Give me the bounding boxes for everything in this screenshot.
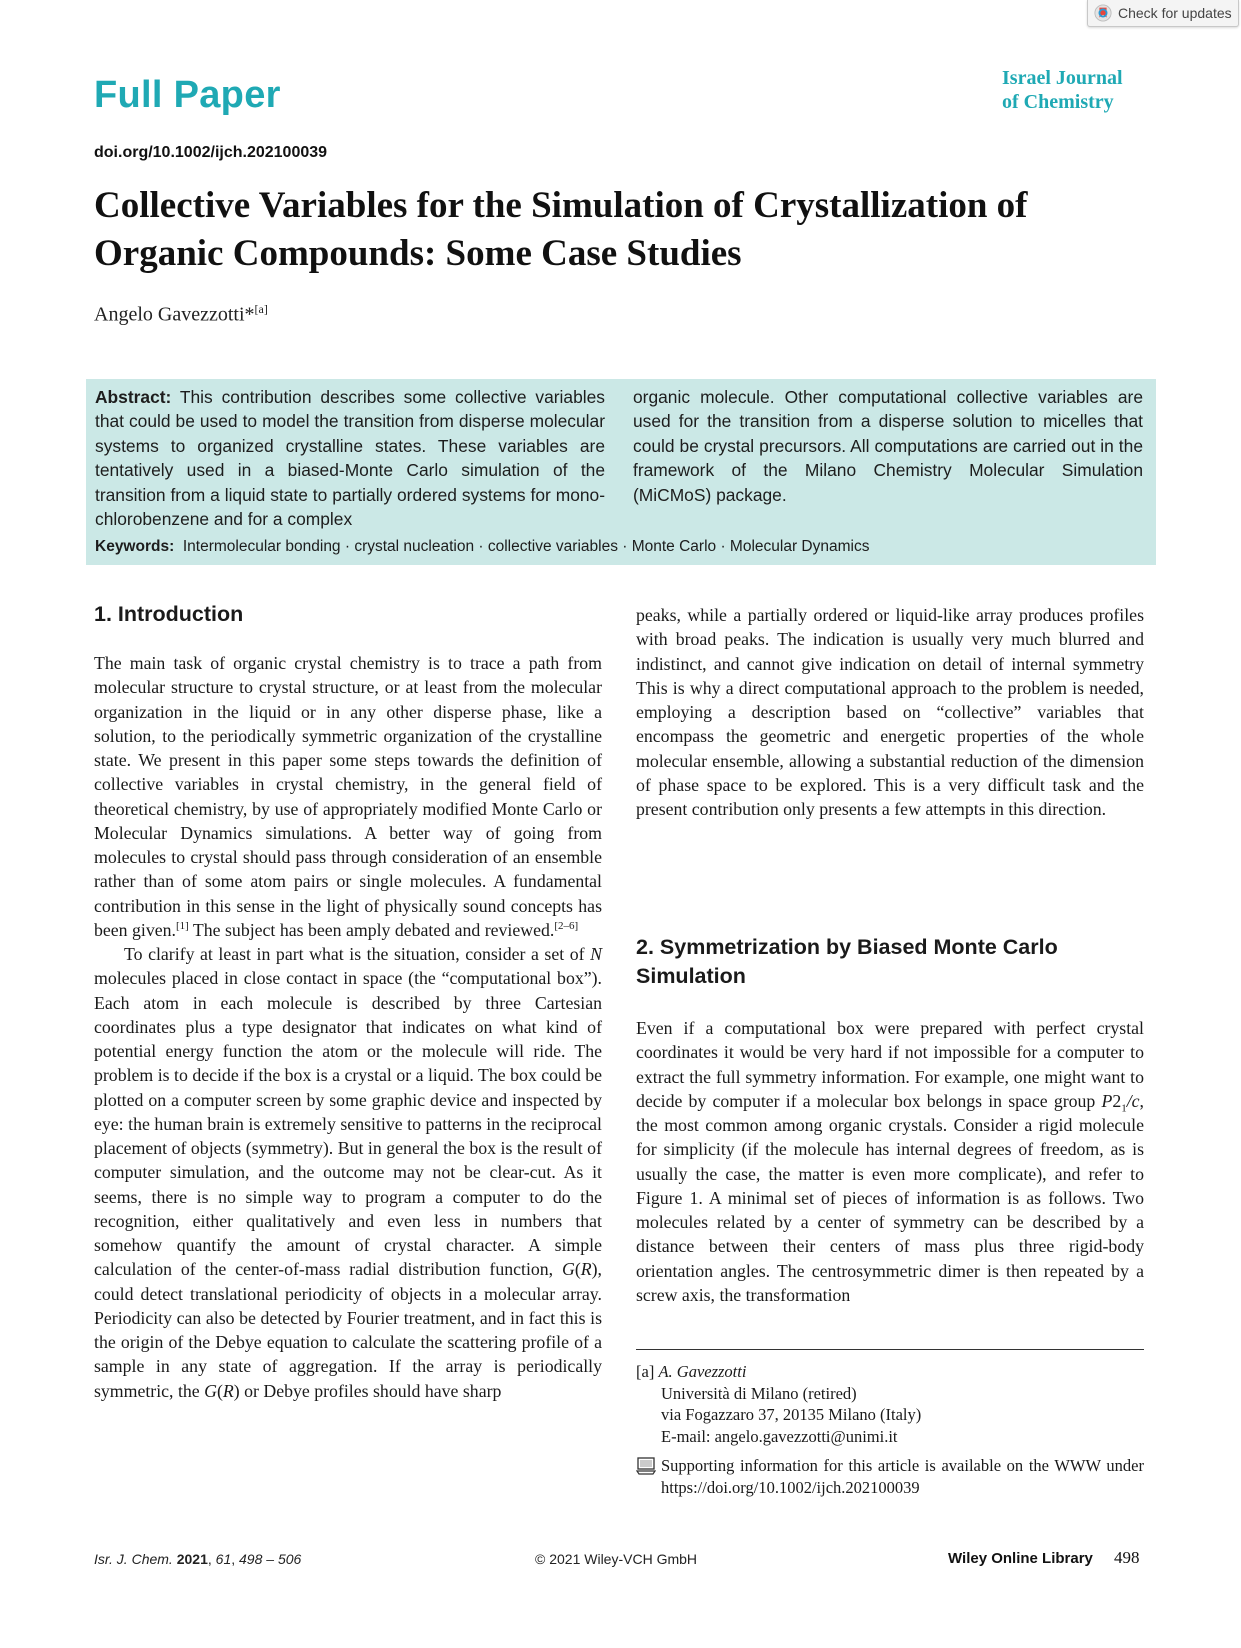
footnote-institution: Università di Milano (retired) <box>661 1383 857 1403</box>
footer-journal: Isr. J. Chem. <box>94 1551 173 1567</box>
body-left-column <box>94 651 602 1403</box>
footer-volume: 61 <box>215 1551 232 1567</box>
body-right-column-top <box>636 603 1144 821</box>
symbol-N: N <box>590 944 602 964</box>
sec2-text-a: Even if a computational box were prepared with perfect crystal coordinates it would be very hard if not impossible for a computer to extract the full symmetry information. For example, one might want to decide by computer if a molecular box belongs in space group <box>636 1018 1144 1111</box>
footer-year: 2021 <box>176 1551 208 1567</box>
affiliation-footnote <box>636 1361 1144 1447</box>
title-line-2: Organic Compounds: Some Case Studies <box>94 233 742 274</box>
keywords-label: Keywords: <box>95 538 175 555</box>
check-for-updates-label: Check for updates <box>1118 5 1232 21</box>
keywords-list: Intermolecular bonding · crystal nucleation · collective variables · Monte Carlo · Molecular Dynamics <box>182 538 870 555</box>
symbol-R-2: R <box>222 1380 234 1401</box>
author-affiliation-mark: [a] <box>254 302 268 316</box>
citation-2-6[interactable]: [2–6] <box>554 919 579 932</box>
footer-citation: Isr. J. Chem. 2021, 61, 498 – 506 <box>94 1551 302 1567</box>
author-line <box>94 302 268 327</box>
abstract-box <box>86 379 1156 565</box>
footer-wiley-online-library[interactable]: Wiley Online Library <box>948 1550 1093 1567</box>
footnote-divider <box>636 1349 1144 1350</box>
abstract-text-left: This contribution describes some collective variables that could be used to model the transition from disperse molecular systems to organized crystalline states. These variables are tentatively used in a biased-Monte Carlo simulation of the transition from a liquid state to partially ordered systems for mono-chlorobenzene and for a complex <box>95 387 605 530</box>
intro-p2-text-b: molecules placed in close contact in space (the “computational box”). Each atom in each molecule is described by three Cartesian coordinates plus a type designator that indicates on what kind of potential energy function the atom or the molecule will ride. The problem is to decide if the box is a crystal or a liquid. The box could be plotted on a computer screen by some graphic device and inspected by eye: the human brain is extremely sensitive to patterns in the reciprocal placement of objects (symmetry). But in general the box is the result of computer simulation, and the outcome may not be clear-cut. As it seems, there is no simple way to program a computer to do the recognition, either qualitatively and even less in numbers that somehow quantify the amount of crystal character. A simple calculation of the center-of-mass radial distribution function, <box>94 968 602 1280</box>
page-number: 498 <box>1114 1548 1140 1567</box>
space-group-c: /c <box>1126 1090 1140 1111</box>
footnote-author: A. Gavezzotti <box>658 1362 747 1381</box>
footnote-first-line <box>636 1361 1144 1383</box>
intro-paragraph-3: peaks, while a partially ordered or liquid-like array produces profiles with broad peaks. The indication is usually very much blurred and indistinct, and cannot give indication on detail of internal symmetry This is why a direct computational approach to the problem is needed, employing a description based on “collective” variables that encompass the geometric and energetic properties of the whole molecular ensemble, allowing a substantial reduction of the dimension of phase space to be explored. This is a very difficult task and the present contribution only presents a few attempts in this direction. <box>636 605 1144 819</box>
crossmark-icon <box>1094 4 1112 22</box>
section-heading-introduction: 1. Introduction <box>94 602 244 626</box>
footnote-mark: [a] <box>636 1362 655 1381</box>
check-for-updates-button[interactable] <box>1087 0 1239 27</box>
space-group-subscript: 1 <box>1121 1102 1127 1115</box>
symbol-R: R <box>580 1259 592 1280</box>
computer-icon <box>636 1457 656 1475</box>
footnote-email[interactable]: E-mail: angelo.gavezzotti@unimi.it <box>661 1426 898 1446</box>
intro-p1-text-b: The subject has been amply debated and reviewed. <box>188 919 555 940</box>
section-heading-symmetrization: 2. Symmetrization by Biased Monte Carlo Simulation <box>636 935 1058 988</box>
supporting-info-text[interactable]: Supporting information for this article is available on the WWW under https://doi.org/10.1002/ijch.202100039 <box>661 1456 1144 1497</box>
supporting-information-note <box>636 1455 1144 1498</box>
symbol-G-2: G <box>204 1380 217 1401</box>
intro-paragraph-2: To clarify at least in part what is the situation, consider a set of N molecules placed in close contact in space (the “computational box”). Each atom in each molecule is described by three Cartesian coordinates plus a type designator that indicates on what kind of potential energy function the atom or the molecule will ride. The problem is to decide if the box is a crystal or a liquid. The box could be plotted on a computer screen by some graphic device and inspected by eye: the human brain is extremely sensitive to patterns in the reciprocal placement of objects (symmetry). But in general the box is the result of computer simulation, and the outcome may not be clear-cut. As it seems, there is no simple way to program a computer to do the recognition, either qualitatively and even less in numbers that somehow quantify the amount of crystal character. A simple calculation of the center-of-mass radial distribution function, G(R), could detect translational periodicity of objects in a molecular array. Periodicity can also be detected by Fourier treatment, and in fact this is the origin of the Debye equation to calculate the scattering profile of a sample in any state of aggregation. If the array is periodically symmetric, the G(R) or Debye profiles should have sharp <box>94 944 602 1401</box>
intro-p1-text: The main task of organic crystal chemistry is to trace a path from molecular structure to crystal structure, or at least from the molecular organization in the liquid or in any other disperse phase, like a solution, to the periodically symmetric organization of the crystalline state. We present in this paper some steps towards the definition of collective variables in crystal chemistry, in the general field of theoretical chemistry, by use of appropriately modified Monte Carlo or Molecular Dynamics simulations. A better way of going from molecules to crystal should pass through consideration of an ensemble rather than of some atom pairs or single molecules. A fundamental contribution in this sense in the light of physically sound concepts has been given. <box>94 653 602 940</box>
footnote-address: via Fogazzaro 37, 20135 Milano (Italy) <box>661 1405 922 1424</box>
journal-name-line1: Israel Journal <box>1002 67 1123 89</box>
journal-logo[interactable] <box>1002 66 1152 114</box>
footer-copyright: © 2021 Wiley-VCH GmbH <box>535 1551 698 1567</box>
abstract-left-column <box>95 385 605 531</box>
intro-p2-text-d: or Debye profiles should have sharp <box>239 1380 502 1401</box>
abstract-right-column: organic molecule. Other computational collective variables are used for the transition from a disperse solution to micelles that could be crystal precursors. All computations are carried out in the framework of the Milano Chemistry Molecular Simulation (MiCMoS) package. <box>633 387 1143 505</box>
author-name: Angelo Gavezzotti* <box>94 303 255 326</box>
symbol-G: G <box>561 1259 575 1280</box>
section2-paragraph-1 <box>636 1016 1144 1307</box>
intro-p2-text-a: To clarify at least in part what is the situation, consider a set of <box>124 944 591 964</box>
body-right-column-section2 <box>636 1016 1144 1307</box>
article-title <box>94 182 1154 278</box>
article-type-label: Full Paper <box>94 74 281 116</box>
doi-link[interactable]: doi.org/10.1002/ijch.202100039 <box>94 144 328 161</box>
intro-p2-text-c: , could detect translational periodicity of objects in a molecular array. Periodicity can also be detected by Fourier treatment, and in fact this is the origin of the Debye equation to calculate the scattering profile of a sample in any state of aggregation. If the array is periodically symmetric, the <box>94 1259 602 1401</box>
sec2-text-b: , the most common among organic crystals. Consider a rigid molecule for simplicity (if the molecule has internal degrees of freedom, as is usually the case, the matter is even more complicate), and refer to Figure 1. A minimal set of pieces of information is as follows. Two molecules related by a center of symmetry can be described by a distance between their centers of mass plus three rigid-body orientation angles. The centrosymmetric dimer is then repeated by a screw axis, the transformation <box>636 1090 1144 1305</box>
title-line-1: Collective Variables for the Simulation of Crystallization of <box>94 185 1028 226</box>
space-group-P: P <box>1101 1090 1113 1111</box>
journal-name-line2: of Chemistry <box>1002 91 1114 113</box>
abstract-label: Abstract: <box>95 387 172 407</box>
space-group-2: 2 <box>1112 1090 1122 1111</box>
keywords-line <box>95 538 869 556</box>
footer-pages: 498 – 506 <box>239 1551 302 1567</box>
citation-1[interactable]: [1] <box>175 919 189 932</box>
intro-paragraph-1 <box>94 651 602 942</box>
